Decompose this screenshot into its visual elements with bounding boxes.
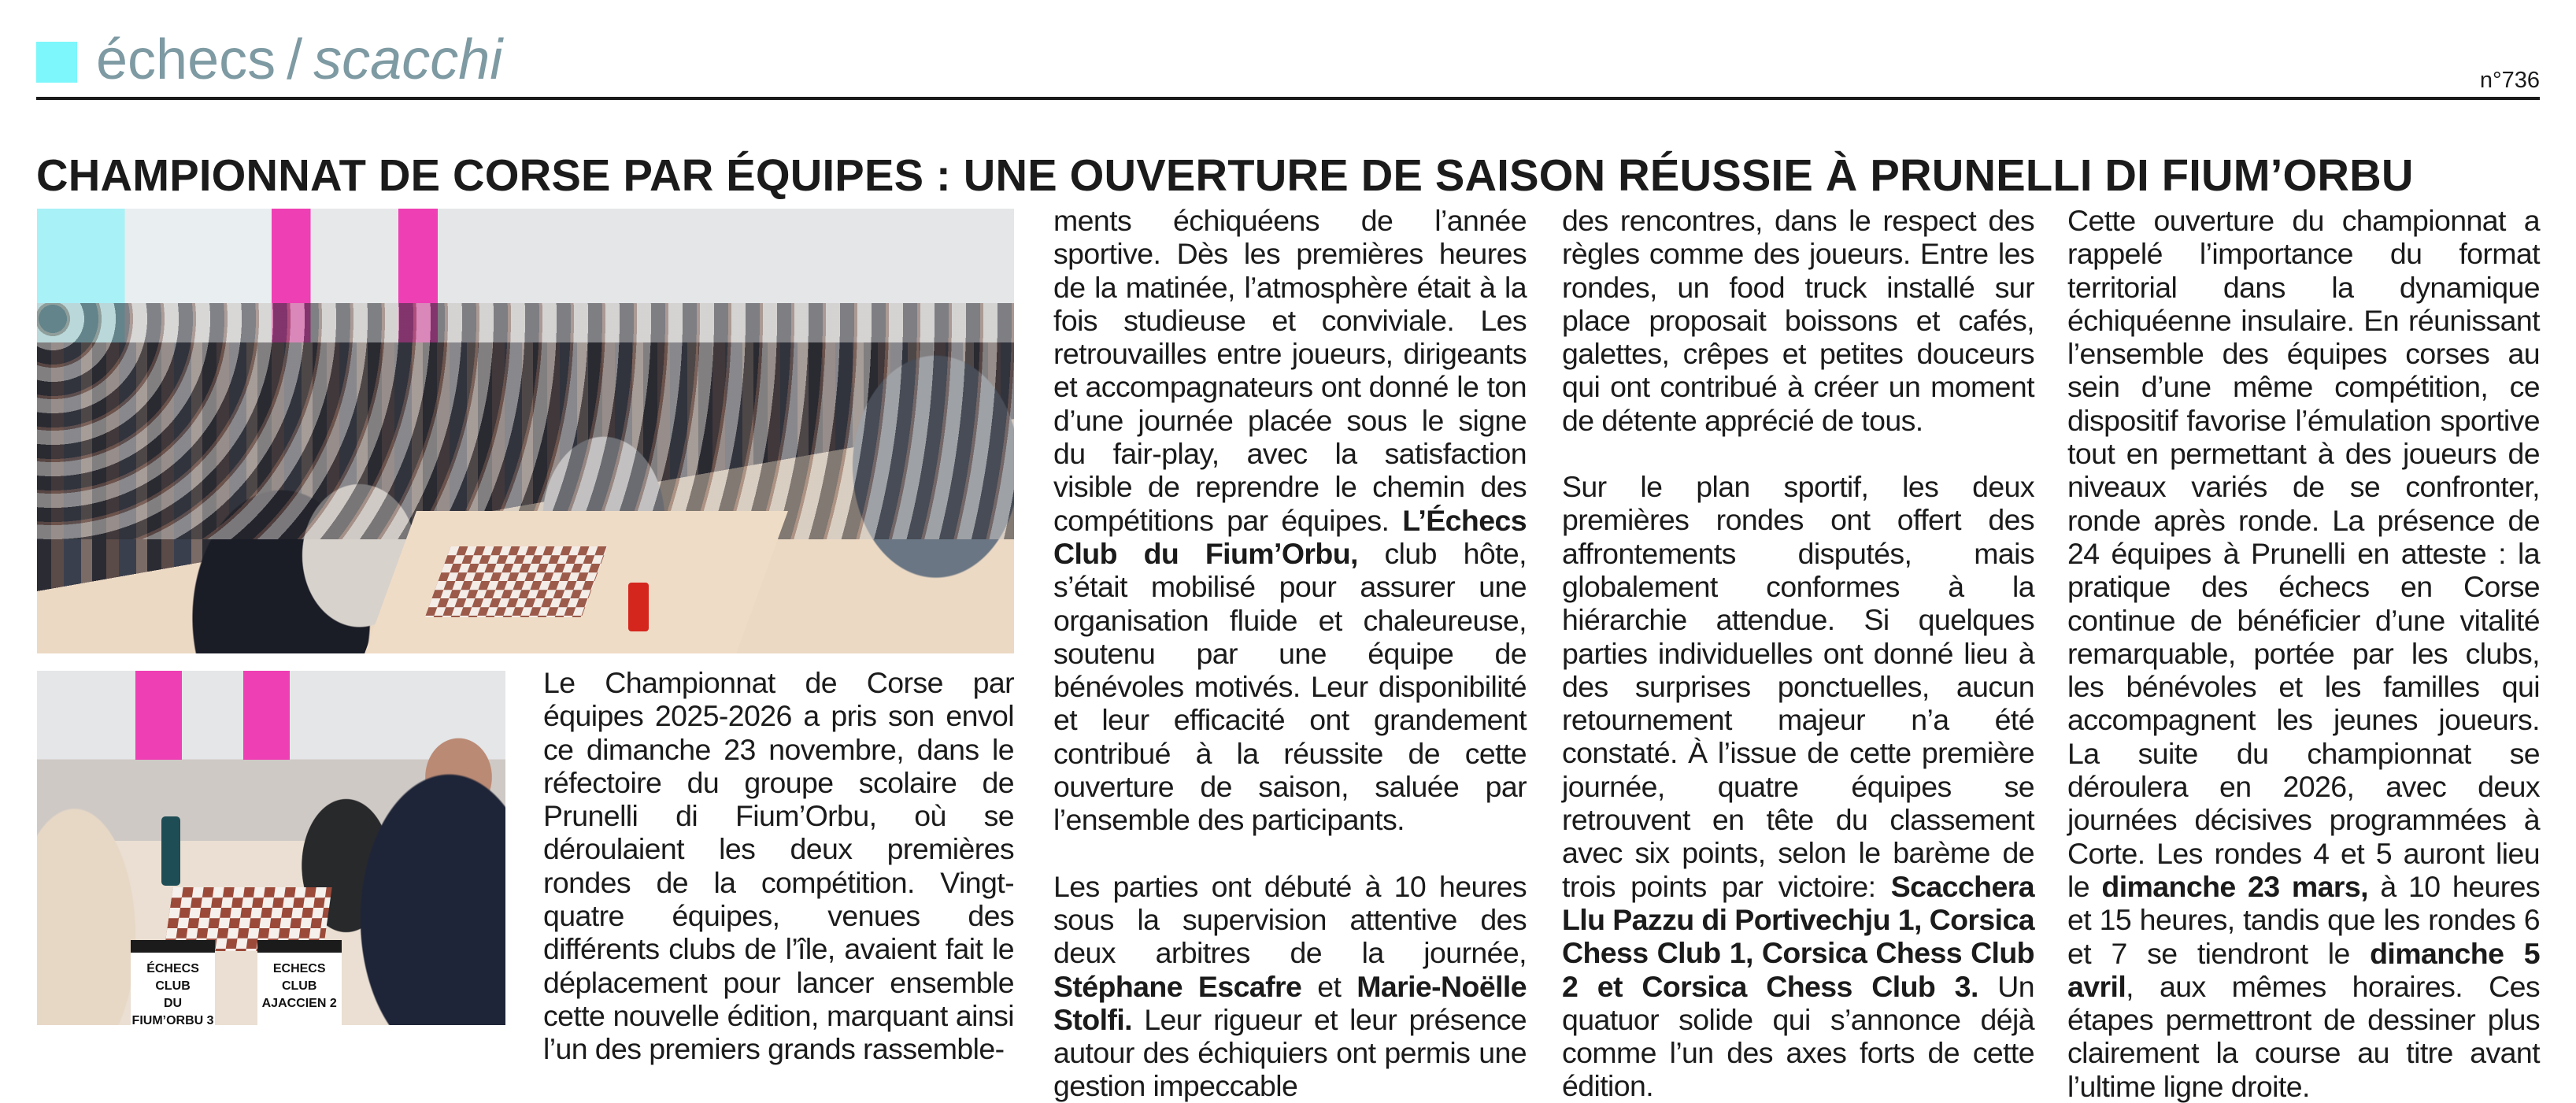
text-run: et — [1301, 969, 1357, 1003]
photo-players-crowd — [37, 303, 1014, 539]
photo-pink-panel — [135, 671, 183, 760]
issue-number: n°736 — [2479, 68, 2540, 93]
chessboard-icon — [424, 546, 606, 617]
text-run: Cette ouverture du championnat a rappelé l’importance du format territorial dans la dynamique échiquéenne insulaire. En réunissant l’ensemble des équipes corses au sein d’une même compétition, ce dispositif favorise l’émulation sportive tout en permettant à des joueurs de niveaux variés de se confronter, ronde après ronde. La présence de 24 équipes à Prunelli en atteste : la pratique des échecs en Corse continue de bénéficier d’une vitalité remarquable, portée par les clubs, les bénévoles et les familles qui accompagnent les jeunes joueurs. La suite du championnat se déroulera en 2026, avec deux journées décisives programmées à Corte. Les rondes 4 et 5 auront lieu le — [2067, 204, 2540, 903]
text-run: , aux mêmes horaires. Ces étapes permettront de dessiner plus clairement la course au titre avant l’ultime ligne droite. — [2067, 969, 2540, 1103]
paragraph — [1053, 870, 1527, 1103]
article-column-2 — [1053, 204, 1527, 1103]
arbiter-name-2: Marie-Noëlle Stolfi. — [1053, 969, 1527, 1036]
article-column-3 — [1562, 204, 2034, 1103]
text-run: club hôte, s’était mobilisé pour assurer une organisation fluide et chaleureuse, soutenu par une équipe de bénévoles motivés. Leur disponibilité et leur efficacité ont grandement contribué à la réussite de cette ouverture de saison, saluée par l’ensemble des participants. — [1053, 536, 1527, 837]
team-sign-right — [257, 940, 342, 1025]
section-rubric — [36, 28, 503, 91]
paragraph — [1562, 470, 2034, 1103]
photo-tournament-hall — [37, 209, 1014, 653]
text-run: à 10 heures et 15 heures, tandis que les rondes 6 et 7 se tiendront le — [2067, 869, 2540, 970]
team-sign-right-line1: ECHECS CLUB — [272, 962, 326, 993]
article-column-4 — [2067, 204, 2540, 1103]
text-run: Les parties ont débuté à 10 heures sous la supervision attentive des deux arbitres de la journée, — [1053, 869, 1527, 970]
arbiter-name-1: Stéphane Escafre — [1053, 969, 1302, 1003]
photo-pink-panel — [243, 671, 291, 760]
text-run: Sur le plan sportif, les deux premières rondes ont offert des affrontements disputés, mais globalement conformes à la hiérarchie attendue. Si quelques parties individuelles ont donné lieu à des surprises ponctuelles, aucun retournement majeur n’a été constaté. À l’issue de cette première journée, quatre équipes se retrouvent en tête du classement avec six points, selon le barème de trois points par victoire: — [1562, 470, 2034, 903]
team-sign-right-line2: AJACCIEN 2 — [261, 997, 337, 1010]
team-sign-left-line2: DU FIUM’ORBU 3 — [131, 997, 214, 1025]
rubric-label — [96, 28, 503, 91]
rubric-secondary: scacchi — [313, 28, 503, 91]
paragraph: des rencontres, dans le respect des règles comme des joueurs. Entre les rondes, un food truck installé sur place proposait boissons et cafés, galettes, crêpes et petites douceurs qui ont contribué à créer un moment de détente apprécié de tous. — [1562, 204, 2034, 437]
paragraph: Le Championnat de Corse par équipes 2025-2026 a pris son envol ce dimanche 23 novembre, dans le réfectoire du groupe scolaire de Prunelli di Fium’Orbu, où se déroulaient les deux premières rondes de la compétition. Vingt-quatre équipes, venues des différents clubs de l’île, avaient fait le déplacement pour lancer ensemble cette nouvelle édition, marquant ainsi l’un des premiers grands rassemble- — [543, 666, 1014, 1066]
text-run: Un quatuor solide qui s’annonce déjà comme l’un des axes forts de cette édition. — [1562, 969, 2034, 1103]
text-run: Leur rigueur et leur présence autour des échiquiers ont permis une gestion impeccable — [1053, 1002, 1527, 1103]
rubric-primary: échecs — [96, 28, 276, 91]
header-divider — [36, 97, 2540, 100]
paragraph — [1053, 204, 1527, 837]
article-headline: CHAMPIONNAT DE CORSE PAR ÉQUIPES : UNE OUVERTURE DE SAISON RÉUSSIE À PRUNELLI DI FIUM’ORBU — [36, 150, 2414, 202]
team-sign-left-line1: ÉCHECS CLUB — [146, 962, 199, 993]
rubric-separator: / — [287, 28, 303, 91]
water-bottle — [161, 816, 180, 886]
article-column-1 — [543, 666, 1014, 1066]
paragraph — [2067, 204, 2540, 1103]
date-round-6-7: dimanche 5 avril — [2067, 936, 2541, 1003]
soda-can — [628, 583, 649, 631]
rubric-accent-square — [36, 42, 77, 83]
date-round-4-5: dimanche 23 mars, — [2101, 869, 2368, 903]
team-sign-left — [131, 940, 215, 1025]
photo-team-match — [37, 671, 505, 1025]
text-run: ments échiquéens de l’année sportive. Dès les premières heures de la matinée, l’atmosphère était à la fois studieuse et conviviale. Les retrouvailles entre joueurs, dirigeants et accompagnateurs ont donné le ton d’une journée placée sous le signe du fair-play, avec la satisfaction visible de reprendre le chemin des compétitions par équipes. — [1053, 204, 1527, 537]
leading-teams: Scacchera Llu Pazzu di Portivechju 1, Corsica Chess Club 1, Corsica Chess Club 2 et Corsica Chess Club 3. — [1562, 869, 2034, 1003]
host-club-name: L’Échecs Club du Fium’Orbu, — [1053, 503, 1527, 570]
